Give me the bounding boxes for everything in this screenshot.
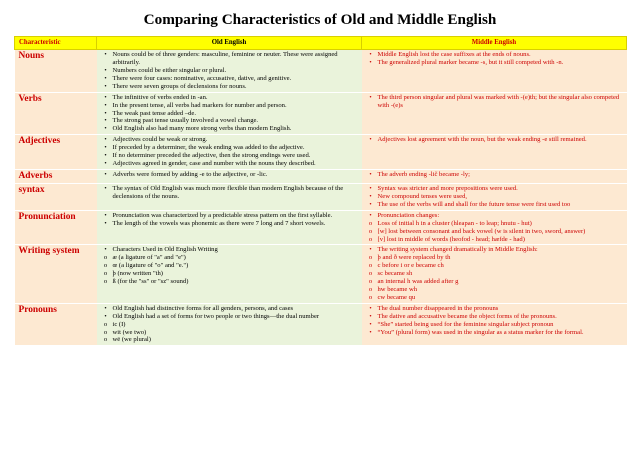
list-item (366, 329, 623, 337)
list-item-text: sc became sh (377, 270, 413, 278)
table-row (15, 303, 627, 346)
list-item (366, 228, 623, 236)
list-item-text: The use of the verbs will and shall for the future tense were first used too (377, 200, 571, 208)
list-item (101, 262, 358, 270)
bullet-marker: • (104, 152, 107, 160)
list-item-text: æ (a ligature of "a" and "e") (112, 254, 186, 262)
middle-english-cell (362, 50, 627, 93)
header-middle-english: Middle English (362, 37, 627, 50)
list-item (366, 51, 623, 59)
sub-bullet-marker: o (103, 328, 108, 336)
sub-bullet-marker: o (368, 286, 373, 293)
list-item (366, 220, 623, 228)
bullet-marker: • (104, 125, 107, 133)
sub-bullet-marker: o (103, 270, 108, 278)
bullet-marker: • (104, 109, 107, 117)
bullet-marker: • (369, 312, 372, 320)
sub-bullet-marker: o (368, 293, 373, 301)
list-item-text: Adjectives could be weak or strong. (112, 136, 208, 144)
list-item-text: Nouns could be of three genders: masculine, feminine or neuter. These were assigned arbitrarily. (112, 51, 338, 67)
bullet-marker: • (104, 211, 107, 219)
row-characteristic: Adverbs (15, 169, 97, 183)
old-english-cell (97, 92, 362, 135)
list-item-text: wit (we two) (112, 328, 147, 336)
sub-bullet-marker: o (103, 336, 108, 344)
list-item (101, 51, 358, 67)
bullet-marker: • (369, 211, 372, 219)
bullet-marker: • (104, 66, 107, 74)
middle-english-list (366, 185, 623, 209)
middle-english-list (366, 94, 623, 110)
list-item-text: New compound tenses were used, (377, 193, 468, 201)
list-item-text: If no determiner preceded the adjective, then the strong endings were used. (112, 152, 311, 160)
table-row (15, 92, 627, 135)
list-item-text: Pronunciation was characterized by a predictable stress pattern on the first syllable. (112, 211, 333, 219)
bullet-marker: • (369, 136, 372, 144)
list-item-text: Loss of initial h in a cluster (hleapan - to leap; hnutu - hut) (377, 219, 532, 227)
list-item-text: If preceded by a determiner, the weak ending was added to the adjective. (112, 144, 305, 152)
row-characteristic: Verbs (15, 92, 97, 135)
old-english-cell (97, 169, 362, 183)
old-english-list (101, 171, 358, 179)
list-item (101, 278, 358, 286)
list-item (101, 305, 358, 313)
list-item-text: There were four cases: nominative, accusative, dative, and genitive. (112, 74, 292, 82)
middle-english-list (366, 305, 623, 337)
list-item (366, 136, 623, 144)
list-item-text: Adjectives agreed in gender, case and number with the nouns they described. (112, 159, 316, 167)
list-item-text: Characters Used in Old English Writing (112, 246, 218, 254)
bullet-marker: • (104, 185, 107, 193)
list-item-text: Old English had distinctive forms for all genders, persons, and cases (112, 304, 294, 312)
list-item-text: In the present tense, all verbs had markers for number and person. (112, 101, 287, 109)
list-item-text: There were seven groups of declensions for nouns. (112, 82, 247, 90)
list-item (101, 270, 358, 278)
list-item-text: The generalized plural marker became -s, but it still competed with -n. (377, 59, 564, 67)
comparison-table (14, 36, 627, 346)
list-item (101, 152, 358, 160)
middle-english-cell (362, 184, 627, 211)
list-item (101, 336, 358, 344)
bullet-marker: • (369, 170, 372, 178)
bullet-marker: • (104, 159, 107, 167)
list-item (101, 117, 358, 125)
list-item-text: þ and ð were replaced by th (377, 254, 451, 262)
old-english-cell (97, 245, 362, 303)
bullet-marker: • (104, 51, 107, 59)
middle-english-cell (362, 245, 627, 303)
table-row (15, 169, 627, 183)
old-english-list (101, 136, 358, 168)
old-english-cell (97, 184, 362, 211)
bullet-marker: • (104, 170, 107, 178)
list-item (101, 144, 358, 152)
old-english-cell (97, 50, 362, 93)
list-item-text: Syntax was stricter and more prepositions were used. (377, 185, 518, 193)
list-item-text: “She” started being used for the feminine singular subject pronoun (377, 320, 554, 328)
row-characteristic: Adjectives (15, 135, 97, 170)
bullet-marker: • (104, 93, 107, 101)
list-item-text: ic (I) (112, 320, 126, 328)
list-item (366, 193, 623, 201)
list-item (366, 262, 623, 270)
bullet-marker: • (369, 93, 372, 101)
bullet-marker: • (369, 304, 372, 312)
list-item (101, 67, 358, 75)
sub-bullet-marker: o (368, 270, 373, 278)
list-item (101, 246, 358, 254)
old-english-cell (97, 303, 362, 346)
bullet-marker: • (369, 193, 372, 201)
bullet-marker: • (369, 320, 372, 328)
list-item (101, 185, 358, 201)
middle-english-cell (362, 169, 627, 183)
list-item (366, 94, 623, 110)
sub-bullet-marker: o (368, 254, 373, 262)
row-characteristic: Nouns (15, 50, 97, 93)
old-english-list (101, 212, 358, 228)
list-item-text: The weak past tense added –de. (112, 109, 196, 117)
old-english-cell (97, 210, 362, 245)
list-item-text: ß (for the "ss" or "sz" sound) (112, 278, 189, 286)
list-item (101, 220, 358, 228)
list-item (101, 102, 358, 110)
list-item (366, 278, 623, 286)
list-item (101, 160, 358, 168)
old-english-list (101, 51, 358, 91)
list-item-text: Adjectives lost agreement with the noun, but the weak ending -e still remained. (377, 136, 587, 144)
list-item-text: an internal h was added after g (377, 278, 459, 286)
table-row (15, 210, 627, 245)
sub-bullet-marker: o (368, 235, 373, 243)
list-item-text: [v] lost in middle of words (heofod - head; hæfde - had) (377, 235, 525, 243)
list-item (101, 212, 358, 220)
list-item (366, 171, 623, 179)
list-item (366, 212, 623, 220)
bullet-marker: • (369, 246, 372, 254)
sub-bullet-marker: o (368, 219, 373, 227)
bullet-marker: • (369, 185, 372, 193)
table-row (15, 184, 627, 211)
middle-english-list (366, 51, 623, 67)
bullet-marker: • (104, 144, 107, 152)
bullet-marker: • (104, 219, 107, 227)
middle-english-cell (362, 92, 627, 135)
middle-english-cell (362, 210, 627, 245)
list-item-text: Old English had a set of forms for two people or two things—the dual number (112, 312, 320, 320)
list-item (366, 246, 623, 254)
list-item-text: “You” (plural form) was used in the singular as a status marker for the formal. (377, 328, 584, 336)
list-item (366, 305, 623, 313)
bullet-marker: • (104, 117, 107, 125)
middle-english-cell (362, 303, 627, 346)
list-item-text: Pronunciation changes: (377, 211, 440, 219)
list-item-text: œ (a ligature of "o" and "e.") (112, 262, 189, 270)
middle-english-list (366, 212, 623, 244)
table-row (15, 245, 627, 303)
bullet-marker: • (104, 304, 107, 312)
middle-english-list (366, 246, 623, 301)
list-item (101, 254, 358, 262)
old-english-list (101, 185, 358, 201)
list-item (101, 83, 358, 91)
list-item (366, 59, 623, 67)
middle-english-list (366, 171, 623, 179)
list-item (366, 270, 623, 278)
list-item (101, 329, 358, 337)
page-title: Comparing Characteristics of Old and Middle English (143, 11, 497, 28)
list-item (101, 75, 358, 83)
table-header-row (15, 37, 627, 50)
old-english-list (101, 305, 358, 345)
header-characteristic: Characteristic (15, 37, 97, 50)
bullet-marker: • (104, 82, 107, 90)
table-row (15, 135, 627, 170)
sub-bullet-marker: o (368, 278, 373, 286)
list-item-text: Adverbs were formed by adding -e to the adjective, or -lic. (112, 170, 268, 178)
list-item (366, 321, 623, 329)
list-item-text: Middle English lost the case suffixes at the ends of nouns. (377, 51, 531, 59)
row-characteristic: Writing system (15, 245, 97, 303)
list-item (366, 254, 623, 262)
list-item-text: hw became wh (377, 286, 418, 293)
list-item (101, 313, 358, 321)
bullet-marker: • (369, 328, 372, 336)
list-item-text: The writing system changed dramatically in Middle English: (377, 246, 538, 254)
list-item-text: The length of the vowels was phonemic as there were 7 long and 7 short vowels. (112, 219, 326, 227)
list-item-text: The adverb ending -lič became -ly; (377, 170, 470, 178)
bullet-marker: • (104, 74, 107, 82)
sub-bullet-marker: o (103, 262, 108, 270)
list-item (366, 201, 623, 209)
bullet-marker: • (369, 59, 372, 67)
bullet-marker: • (104, 312, 107, 320)
sub-bullet-marker: o (368, 227, 373, 235)
list-item-text: The third person singular and plural was marked with -(e)th; but the singular also competed with -(e)s (377, 93, 620, 109)
bullet-marker: • (104, 136, 107, 144)
list-item-text: The dative and accusative became the object forms of the pronouns. (377, 312, 557, 320)
list-item-text: þ (now written "th) (112, 270, 163, 278)
middle-english-list (366, 136, 623, 144)
old-english-cell (97, 135, 362, 170)
bullet-marker: • (369, 51, 372, 59)
bullet-marker: • (104, 101, 107, 109)
list-item (366, 313, 623, 321)
list-item (101, 136, 358, 144)
old-english-list (101, 94, 358, 134)
list-item (101, 171, 358, 179)
middle-english-cell (362, 135, 627, 170)
list-item-text: Old English also had many more strong verbs than modern English. (112, 125, 292, 133)
list-item-text: Numbers could be either singular or plural. (112, 66, 227, 74)
row-characteristic: syntax (15, 184, 97, 211)
row-characteristic: Pronouns (15, 303, 97, 346)
list-item-text: cw became qu (377, 293, 416, 301)
sub-bullet-marker: o (103, 278, 108, 286)
list-item (366, 294, 623, 302)
list-item-text: The strong past tense usually involved a vowel change. (112, 117, 259, 125)
header-old-english: Old English (97, 37, 362, 50)
list-item (101, 110, 358, 118)
list-item-text: wē (we plural) (112, 336, 151, 344)
row-characteristic: Pronunciation (15, 210, 97, 245)
bullet-marker: • (104, 246, 107, 254)
list-item-text: The dual number disappeared in the pronouns (377, 304, 499, 312)
list-item-text: The syntax of Old English was much more flexible than modern English because of the declensions of the nouns. (112, 185, 344, 201)
sub-bullet-marker: o (103, 320, 108, 328)
list-item-text: The infinitive of verbs ended in -an. (112, 93, 208, 101)
list-item (366, 236, 623, 244)
list-item (366, 185, 623, 193)
table-row (15, 50, 627, 93)
sub-bullet-marker: o (368, 262, 373, 270)
old-english-list (101, 246, 358, 286)
list-item (101, 321, 358, 329)
list-item-text: [w] lost between consonant and back vowel (w is silent in two, sword, answer) (377, 227, 586, 235)
bullet-marker: • (369, 200, 372, 208)
list-item (101, 94, 358, 102)
list-item-text: c before i or e became ch (377, 262, 444, 270)
list-item (366, 286, 623, 294)
list-item (101, 125, 358, 133)
sub-bullet-marker: o (103, 254, 108, 262)
